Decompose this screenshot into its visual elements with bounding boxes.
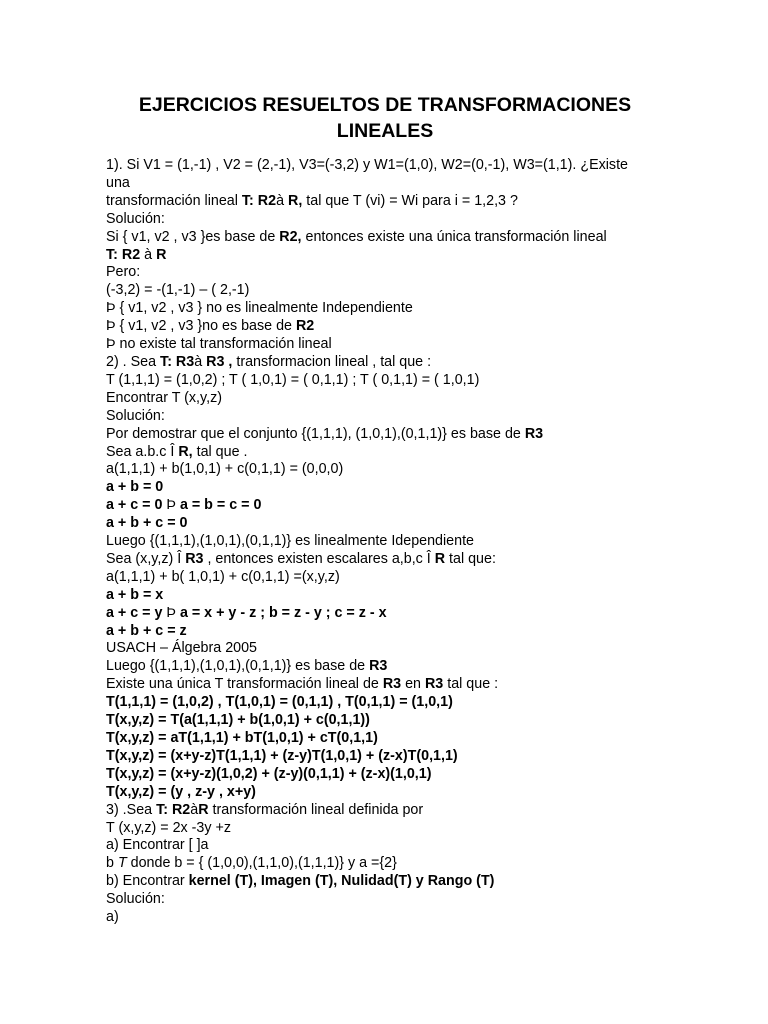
text-run: , entonces existen escalares a,b,c Î [203, 550, 435, 567]
text-run: tal que: [445, 550, 496, 567]
text-run: T: R2 [106, 246, 141, 263]
text-run: Sea (x,y,z) Î [106, 550, 186, 567]
text-line [106, 444, 668, 462]
text-run: a + b = 0 [106, 479, 164, 496]
text-run: R, [178, 443, 193, 460]
text-line [106, 175, 668, 193]
text-run: a = x + y - z ; b = z - y ; c = z - x [175, 604, 387, 621]
text-run: R3 [382, 676, 402, 693]
text-line [106, 354, 668, 372]
text-run: Encontrar T (x,y,z) [106, 389, 222, 406]
text-line [106, 372, 668, 390]
text-line [106, 855, 668, 873]
text-run: Existe una única T transformación lineal de [106, 676, 383, 693]
text-run: Þ [166, 497, 176, 514]
text-run: R [434, 550, 446, 567]
text-run: 2) . Sea [106, 353, 161, 370]
text-line [106, 300, 668, 318]
text-line [106, 157, 668, 175]
text-run: R3 , [206, 353, 233, 370]
text-run: T (x,y,z) = 2x -3y +z [106, 819, 231, 836]
text-line [106, 712, 668, 730]
text-run: una [106, 174, 130, 191]
title-line-2: LINEALES [336, 120, 434, 142]
text-line [106, 748, 668, 766]
text-run: R [156, 246, 167, 263]
text-run: tal que : [443, 676, 499, 693]
text-run: a + c = y [106, 604, 167, 621]
text-run: R3 [369, 658, 388, 675]
page-title [106, 92, 668, 144]
text-line [106, 408, 668, 426]
document-body [106, 157, 668, 927]
text-run: à [190, 801, 199, 818]
text-run: kernel (T), Imagen (T), Nulidad(T) y Rango (T) [188, 873, 495, 890]
text-run: tal que . [192, 443, 248, 460]
text-run: a = b = c = 0 [175, 497, 262, 514]
text-run: Solución: [106, 210, 165, 227]
text-run: Þ { v1, v2 , v3 }no es base de [106, 318, 296, 335]
text-line [106, 676, 668, 694]
text-line [106, 802, 668, 820]
text-run: T (1,1,1) = (1,0,2) ; T ( 1,0,1) = ( 0,1,1) ; T ( 0,1,1) = ( 1,0,1) [106, 371, 480, 388]
text-run: T(x,y,z) = (y , z-y , x+y) [106, 783, 256, 800]
text-run: R3 [524, 425, 544, 442]
text-run: donde b = { (1,0,0),(1,1,0),(1,1,1)} y a ={2} [126, 855, 397, 872]
text-line [106, 282, 668, 300]
text-line [106, 658, 668, 676]
text-run: en [401, 676, 425, 693]
text-run: b [106, 855, 118, 872]
text-line [106, 497, 668, 515]
text-run: transformación lineal [106, 192, 242, 209]
text-line [106, 318, 668, 336]
text-run: à [276, 192, 288, 209]
title-line-1: EJERCICIOS RESUELTOS DE TRANSFORMACIONES [138, 94, 632, 116]
text-run: T: R2 [241, 192, 277, 209]
text-line [106, 193, 668, 211]
text-line [106, 426, 668, 444]
text-run: Luego {(1,1,1),(1,0,1),(0,1,1)} es base de [106, 658, 370, 675]
text-run: Solución: [106, 407, 165, 424]
text-run: 1). Si V1 = (1,-1) , V2 = (2,-1), V3=(-3,2) y W1=(1,0), W2=(0,-1), W3=(1,1). ¿Existe [106, 157, 628, 173]
text-run: T(x,y,z) = T(a(1,1,1) + b(1,0,1) + c(0,1,1)) [106, 712, 370, 729]
text-run: a + b + c = 0 [106, 515, 188, 532]
text-line [106, 569, 668, 587]
text-run: Por demostrar que el conjunto {(1,1,1), (1,0,1),(0,1,1)} es base de [106, 425, 525, 442]
text-line [106, 891, 668, 909]
text-line [106, 461, 668, 479]
text-run: a + b = x [106, 586, 164, 603]
text-line [106, 587, 668, 605]
text-run: T(x,y,z) = aT(1,1,1) + bT(1,0,1) + cT(0,1,1) [106, 730, 378, 746]
text-line [106, 247, 668, 265]
text-line [106, 694, 668, 712]
text-run: R, [288, 192, 303, 209]
text-run: T: R2 [156, 801, 191, 818]
text-line [106, 479, 668, 497]
text-run: 3) .Sea [106, 801, 157, 818]
text-line [106, 229, 668, 247]
text-run: a(1,1,1) + b(1,0,1) + c(0,1,1) = (0,0,0) [106, 461, 344, 478]
text-run: entonces existe una única transformación lineal [301, 228, 607, 245]
text-run: a + b + c = z [106, 622, 187, 639]
text-run: R2, [279, 228, 302, 245]
text-line [106, 605, 668, 623]
text-run: Pero: [106, 264, 141, 281]
text-line [106, 390, 668, 408]
text-line [106, 533, 668, 551]
text-line [106, 515, 668, 533]
text-run: T(x,y,z) = (x+y-z)T(1,1,1) + (z-y)T(1,0,1) + (z-x)T(0,1,1) [106, 747, 458, 764]
text-line [106, 551, 668, 569]
text-line [106, 837, 668, 855]
text-run: T(x,y,z) = (x+y-z)(1,0,2) + (z-y)(0,1,1) + (z-x)(1,0,1) [106, 765, 432, 782]
text-run: à [140, 246, 157, 263]
text-run: à [194, 353, 207, 370]
text-run: Solución: [106, 891, 165, 908]
text-run: a + c = 0 [106, 497, 167, 514]
text-line [106, 820, 668, 838]
text-run: T(1,1,1) = (1,0,2) , T(1,0,1) = (0,1,1) , T(0,1,1) = (1,0,1) [106, 694, 453, 711]
text-line [106, 336, 668, 354]
text-run: b) Encontrar [106, 873, 189, 890]
text-line [106, 766, 668, 784]
text-line [106, 730, 668, 748]
text-run: R [198, 801, 209, 818]
text-run: transformación lineal definida por [208, 801, 424, 818]
text-run: Luego {(1,1,1),(1,0,1),(0,1,1)} es linealmente Idependiente [106, 533, 474, 550]
text-line [106, 211, 668, 229]
text-run: Þ { v1, v2 , v3 } no es linealmente Independiente [106, 300, 413, 317]
text-line [106, 264, 668, 282]
text-run: a) [106, 909, 119, 926]
text-run: T: R3 [160, 353, 195, 370]
text-run: R3 [424, 676, 444, 693]
text-run: tal que T (vi) = Wi para i = 1,2,3 ? [302, 192, 518, 209]
text-run: a) Encontrar [ ]a [106, 837, 209, 854]
text-line [106, 784, 668, 802]
text-run: (-3,2) = -(1,-1) – ( 2,-1) [106, 282, 250, 299]
text-line [106, 873, 668, 891]
text-run: USACH – Álgebra 2005 [106, 640, 257, 657]
text-run: R3 [185, 550, 204, 567]
text-run: transformacion lineal , tal que : [232, 353, 432, 370]
text-run: R2 [295, 318, 315, 335]
text-run: T [117, 855, 127, 872]
text-run: Þ [166, 604, 176, 621]
text-run: Si { v1, v2 , v3 }es base de [106, 228, 280, 245]
text-line [106, 909, 668, 927]
text-line [106, 640, 668, 658]
text-line [106, 623, 668, 641]
text-run: Þ no existe tal transformación lineal [106, 336, 332, 353]
text-run: a(1,1,1) + b( 1,0,1) + c(0,1,1) =(x,y,z) [106, 568, 340, 585]
text-run: Sea a.b.c Î [106, 443, 179, 460]
